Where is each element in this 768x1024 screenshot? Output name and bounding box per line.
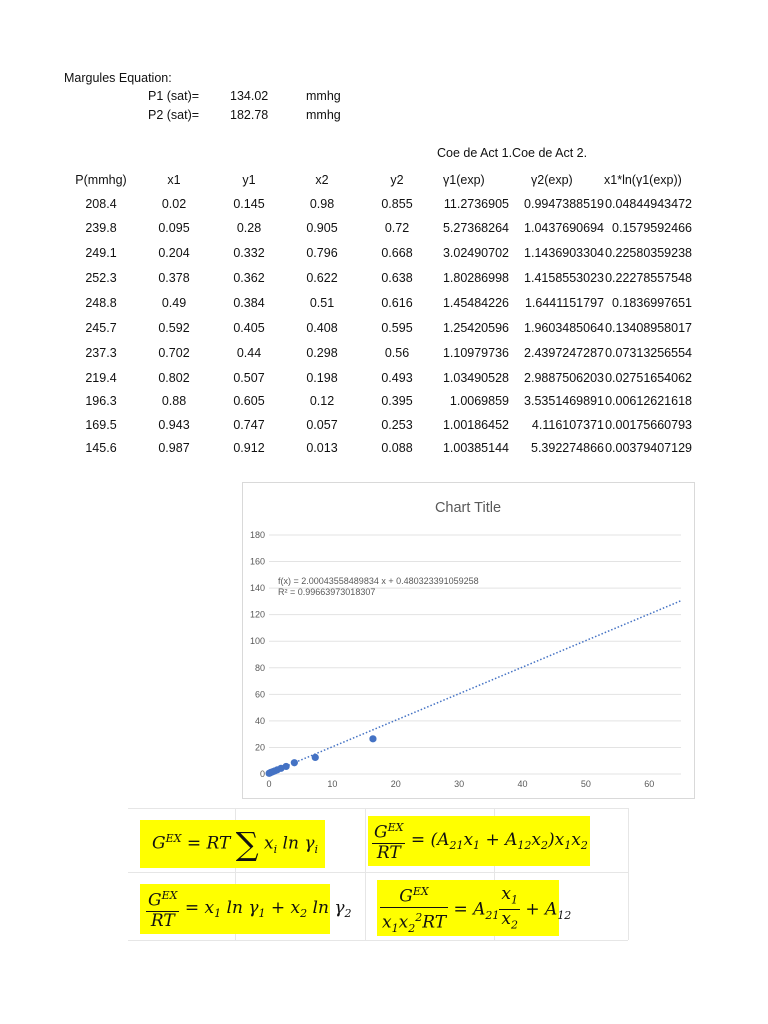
cell-x1: 0.49	[161, 296, 187, 310]
x-tick-label: 30	[454, 779, 465, 789]
y-tick-label: 20	[254, 742, 265, 753]
cell-gamma1-exp: 1.03490528	[442, 371, 509, 385]
column-header-y1: y1	[242, 173, 256, 187]
cell-x1-ln-gamma1: 0.02751654062	[605, 371, 692, 385]
cell-gamma2-exp: 5.392274866	[531, 441, 604, 455]
cell-x2: 0.796	[306, 246, 338, 260]
data-point	[312, 754, 319, 761]
cell-p-mmhg: 239.8	[85, 221, 117, 235]
cell-gamma2-exp: 1.6441151797	[524, 296, 604, 310]
cell-y1: 0.44	[236, 346, 262, 360]
cell-y2: 0.668	[381, 246, 413, 260]
cell-y1: 0.605	[233, 394, 265, 408]
p1-sat-unit: mmhg	[306, 89, 341, 103]
cell-p-mmhg: 208.4	[85, 197, 117, 211]
data-point	[283, 763, 290, 770]
cell-gamma1-exp: 1.00186452	[442, 418, 509, 432]
cell-x1: 0.987	[158, 441, 190, 455]
x-tick-label: 50	[580, 779, 591, 789]
equation-linearized-margules: $\frac{G^{EX}}{x_1x_2^2RT}$ = $A_{21}$ $\frac{x_1}{x_2}$ + $A_{12}$	[377, 880, 559, 936]
p2-sat-unit: mmhg	[306, 108, 341, 122]
y-tick-label: 0	[259, 769, 265, 779]
cell-y2: 0.493	[381, 371, 413, 385]
cell-y2: 0.253	[381, 418, 413, 432]
column-header-x1: x1	[167, 173, 181, 187]
y-tick-label: 180	[249, 530, 265, 540]
cell-x1-ln-gamma1: 0.22278557548	[605, 271, 692, 285]
trendline-r-squared: R² = 0.99663973018307	[278, 587, 376, 597]
x-tick-label: 40	[517, 779, 528, 789]
cell-p-mmhg: 219.4	[85, 371, 117, 385]
column-header-y2: y2	[390, 173, 404, 187]
cell-y1: 0.28	[236, 221, 262, 235]
cell-gamma2-exp: 0.9947388519	[524, 197, 604, 211]
y-tick-label: 60	[254, 689, 265, 700]
cell-x2: 0.622	[306, 271, 338, 285]
data-point	[291, 759, 298, 766]
cell-p-mmhg: 248.8	[85, 296, 117, 310]
cell-gamma2-exp: 2.4397247287	[524, 346, 604, 360]
cell-p-mmhg: 196.3	[85, 394, 117, 408]
cell-y2: 0.395	[381, 394, 413, 408]
column-header-x2: x2	[315, 173, 329, 187]
cell-y2: 0.56	[384, 346, 410, 360]
column-header-gamma2-exp: γ2(exp)	[531, 173, 573, 187]
cell-x1: 0.802	[158, 371, 190, 385]
cell-x1: 0.943	[158, 418, 190, 432]
cell-x1: 0.88	[161, 394, 187, 408]
equation-gex-sum: $G^{EX}$ = RT ∑ $x_i$ $\ln \gamma_i$	[140, 820, 325, 868]
cell-gamma2-exp: 3.5351469891	[524, 394, 604, 408]
y-tick-label: 160	[249, 556, 265, 567]
cell-gamma1-exp: 5.27368264	[442, 221, 509, 235]
cell-x2: 0.905	[306, 221, 338, 235]
cell-x1: 0.378	[158, 271, 190, 285]
cell-y1: 0.912	[233, 441, 265, 455]
cell-x1-ln-gamma1: 0.1579592466	[612, 221, 692, 235]
column-header-p-mmhg: P(mmhg)	[75, 173, 127, 187]
cell-x1-ln-gamma1: 0.00379407129	[605, 441, 692, 455]
cell-gamma2-exp: 2.9887506203	[524, 371, 604, 385]
x-tick-label: 0	[266, 779, 272, 789]
cell-x1: 0.592	[158, 321, 190, 335]
cell-y2: 0.595	[381, 321, 413, 335]
cell-gamma1-exp: 1.0069859	[449, 394, 509, 408]
cell-y1: 0.747	[233, 418, 265, 432]
cell-x1-ln-gamma1: 0.1836997651	[612, 296, 692, 310]
cell-p-mmhg: 252.3	[85, 271, 117, 285]
cell-p-mmhg: 245.7	[85, 321, 117, 335]
cell-gamma2-exp: 4.116107371	[531, 418, 604, 432]
cell-y1: 0.332	[233, 246, 265, 260]
cell-p-mmhg: 237.3	[85, 346, 117, 360]
y-tick-label: 120	[249, 609, 265, 620]
cell-x1-ln-gamma1: 0.13408958017	[605, 321, 692, 335]
x-tick-label: 60	[644, 779, 655, 789]
trendline-equation: f(x) = 2.00043558489834 x + 0.480323391059258	[278, 576, 479, 586]
cell-gamma1-exp: 1.25420596	[442, 321, 509, 335]
cell-gamma1-exp: 1.10979736	[442, 346, 509, 360]
cell-x1-ln-gamma1: 0.00175660793	[605, 418, 692, 432]
cell-x1: 0.095	[158, 221, 190, 235]
cell-gamma1-exp: 11.2736905	[443, 197, 509, 211]
cell-gamma2-exp: 1.1436903304	[524, 246, 604, 260]
cell-y2: 0.855	[381, 197, 413, 211]
cell-gamma1-exp: 1.80286998	[442, 271, 509, 285]
cell-x1: 0.02	[161, 197, 187, 211]
cell-gamma1-exp: 1.00385144	[442, 441, 509, 455]
cell-gamma2-exp: 1.0437690694	[524, 221, 604, 235]
cell-x1: 0.702	[158, 346, 190, 360]
chart-svg	[243, 483, 694, 798]
chart-title: Chart Title	[434, 500, 502, 516]
cell-x1-ln-gamma1: 0.22580359238	[605, 246, 692, 260]
cell-x1-ln-gamma1: 0.07313256554	[605, 346, 692, 360]
cell-y1: 0.362	[233, 271, 265, 285]
cell-gamma2-exp: 1.4158553023	[524, 271, 604, 285]
cell-x1: 0.204	[158, 246, 190, 260]
column-header-gamma1-exp: γ1(exp)	[443, 173, 485, 187]
coefficient-header: Coe de Act 1.Coe de Act 2.	[437, 146, 588, 160]
cell-p-mmhg: 249.1	[85, 246, 117, 260]
cell-y2: 0.088	[381, 441, 413, 455]
cell-x2: 0.408	[306, 321, 338, 335]
cell-y1: 0.405	[233, 321, 265, 335]
cell-y1: 0.145	[233, 197, 265, 211]
cell-gamma2-exp: 1.9603485064	[524, 321, 604, 335]
cell-y2: 0.638	[381, 271, 413, 285]
cell-y2: 0.72	[384, 221, 410, 235]
cell-x2: 0.298	[306, 346, 338, 360]
page-title: Margules Equation:	[64, 71, 172, 85]
cell-x2: 0.12	[309, 394, 335, 408]
chart	[242, 482, 695, 799]
x-tick-label: 10	[327, 779, 338, 789]
cell-x1-ln-gamma1: 0.00612621618	[605, 394, 692, 408]
y-tick-label: 40	[254, 715, 265, 726]
p2-sat-label: P2 (sat)=	[148, 108, 200, 122]
cell-x1-ln-gamma1: 0.04844943472	[605, 197, 692, 211]
cell-x2: 0.013	[306, 441, 338, 455]
p1-sat-value: 134.02	[230, 89, 269, 103]
p1-sat-label: P1 (sat)=	[148, 89, 200, 103]
cell-x2: 0.51	[309, 296, 335, 310]
y-tick-label: 100	[249, 636, 265, 647]
equation-gex-over-rt: $\frac{G^{EX}}{RT}$ = $x_1$ $\ln \gamma_1 + x_2$ $\ln \gamma_2$	[140, 884, 330, 934]
cell-x2: 0.057	[306, 418, 338, 432]
equation-gex-binary-margules: $\frac{G^{EX}}{RT}$ = $(A_{21}x_1 + A_{12}x_2)x_1x_2$	[368, 816, 590, 866]
cell-x2: 0.98	[309, 197, 335, 211]
y-tick-label: 140	[249, 583, 265, 594]
cell-gamma1-exp: 1.45484226	[442, 296, 509, 310]
cell-x2: 0.198	[306, 371, 338, 385]
cell-y2: 0.616	[381, 296, 413, 310]
cell-p-mmhg: 145.6	[85, 441, 117, 455]
data-point	[369, 735, 376, 742]
cell-gamma1-exp: 3.02490702	[442, 246, 509, 260]
x-tick-label: 20	[390, 779, 401, 789]
p2-sat-value: 182.78	[230, 108, 269, 122]
y-tick-label: 80	[254, 662, 265, 673]
cell-y1: 0.507	[233, 371, 265, 385]
cell-p-mmhg: 169.5	[85, 418, 117, 432]
column-header-x1-ln-gamma1: x1*ln(γ1(exp))	[604, 173, 682, 187]
cell-y1: 0.384	[233, 296, 265, 310]
